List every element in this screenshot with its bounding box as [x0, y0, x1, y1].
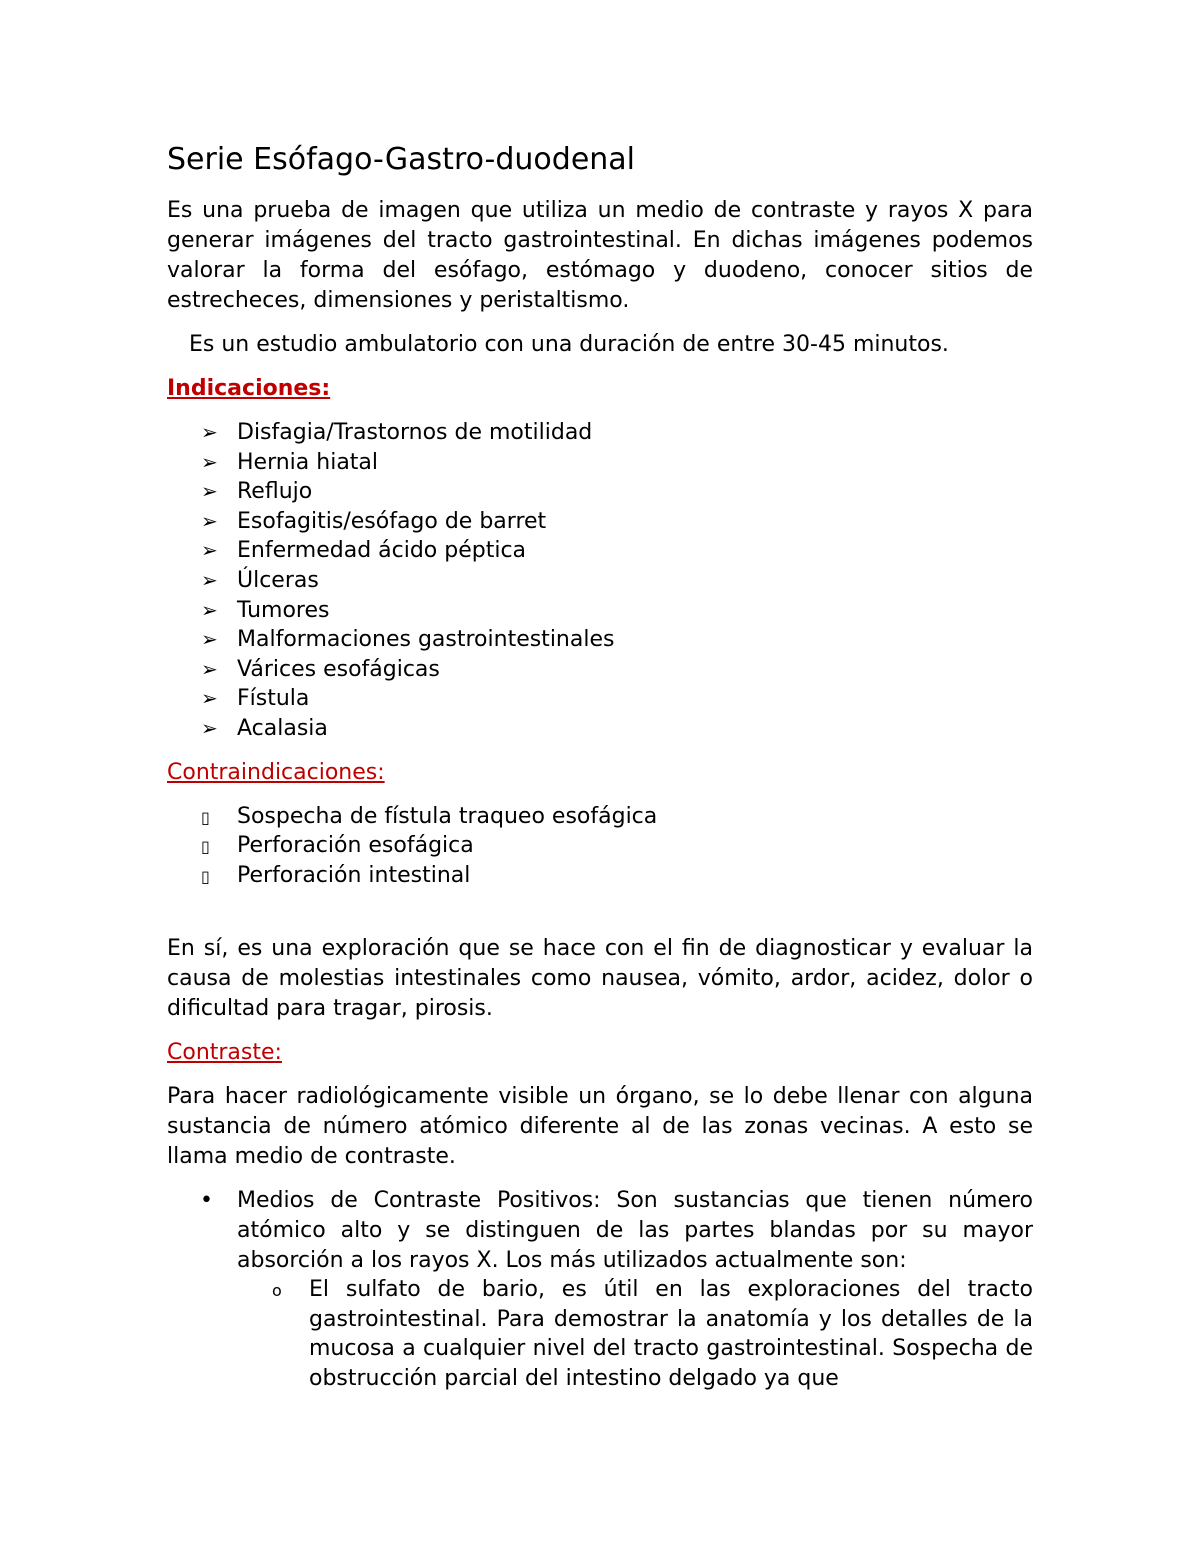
circle-bullet-icon: o — [272, 1281, 282, 1301]
document-page — [167, 140, 1033, 1393]
dot-bullet-icon: • — [200, 1188, 213, 1214]
contraste-list — [167, 1186, 1033, 1393]
list-item: ➢ Esofagitis/esófago de barret — [167, 507, 1033, 537]
arrow-bullet-icon: ➢ — [201, 479, 218, 504]
intro-paragraph: Es una prueba de imagen que utiliza un medio de contraste y rayos X para generar imágenes del tracto gastrointestinal. En dichas imágenes podemos valorar la forma del esófago, estómago y duodeno, conocer sitios de estrecheces, dimensiones y peristaltismo. — [167, 198, 1033, 313]
list-item: ➢ Disfagia/Trastornos de motilidad — [167, 418, 1033, 448]
arrow-bullet-icon: ➢ — [201, 567, 218, 592]
list-item: ➢ Hernia hiatal — [167, 448, 1033, 478]
positivos-sublist — [237, 1275, 1033, 1393]
list-item: ▯ Perforación esofágica — [167, 831, 1033, 861]
arrow-bullet-icon: ➢ — [201, 538, 218, 563]
list-item: ➢ Fístula — [167, 684, 1033, 714]
document-title: Serie Esófago-Gastro-duodenal — [167, 142, 636, 177]
arrow-bullet-icon: ➢ — [201, 420, 218, 444]
arrow-bullet-icon: ➢ — [201, 508, 218, 533]
arrow-bullet-icon: ➢ — [201, 597, 218, 622]
summary-paragraph: En sí, es una exploración que se hace con el fin de diagnosticar y evaluar la causa de molestias intestinales como nausea, vómito, ardor, acidez, dolor o dificultad para tragar, pirosis. — [167, 936, 1033, 1022]
duration-paragraph: Es un estudio ambulatorio con una duración de entre 30-45 minutos. — [189, 332, 949, 357]
box-bullet-icon: ▯ — [201, 807, 210, 827]
contraindicaciones-heading: Contraindicaciones: — [167, 759, 385, 785]
list-item: ➢ Úlceras — [167, 566, 1033, 596]
box-bullet-icon: ▯ — [201, 837, 210, 857]
arrow-bullet-icon: ➢ — [201, 627, 218, 652]
list-item: ➢ Acalasia — [167, 714, 1033, 744]
bario-text: El sulfato de bario, es útil en las exploraciones del tracto gastrointestinal. Para demostrar la anatomía y los detalles de la mucosa a cualquier nivel del tracto gastrointestinal. Sospecha de obstrucción parcial del intestino delgado ya que — [309, 1277, 1033, 1391]
list-item: ➢ Várices esofágicas — [167, 655, 1033, 685]
list-item — [167, 1275, 1033, 1393]
list-item: ➢ Tumores — [167, 596, 1033, 626]
contraste-paragraph: Para hacer radiológicamente visible un órgano, se lo debe llenar con alguna sustancia de número atómico diferente al de las zonas vecinas. A esto se llama medio de contraste. — [167, 1084, 1033, 1170]
contraindicaciones-list — [167, 802, 1033, 891]
indicaciones-heading: Indicaciones: — [167, 376, 331, 401]
box-bullet-icon: ▯ — [201, 866, 210, 886]
arrow-bullet-icon: ➢ — [201, 656, 218, 681]
list-item: ➢ Enfermedad ácido péptica — [167, 536, 1033, 566]
contraste-heading: Contraste: — [167, 1040, 282, 1066]
arrow-bullet-icon: ➢ — [201, 715, 218, 740]
arrow-bullet-icon: ➢ — [201, 686, 218, 711]
positivos-text: Medios de Contraste Positivos: Son sustancias que tienen número atómico alto y se distinguen de las partes blandas por su mayor absorción a los rayos X. Los más utilizados actualmente son: — [237, 1188, 1033, 1273]
indicaciones-list — [167, 418, 1033, 744]
list-item: ➢ Reflujo — [167, 477, 1033, 507]
arrow-bullet-icon: ➢ — [201, 449, 218, 474]
list-item: ➢ Malformaciones gastrointestinales — [167, 625, 1033, 655]
list-item: ▯ Sospecha de fístula traqueo esofágica — [167, 802, 1033, 832]
list-item: ▯ Perforación intestinal — [167, 861, 1033, 891]
list-item — [167, 1186, 1033, 1393]
